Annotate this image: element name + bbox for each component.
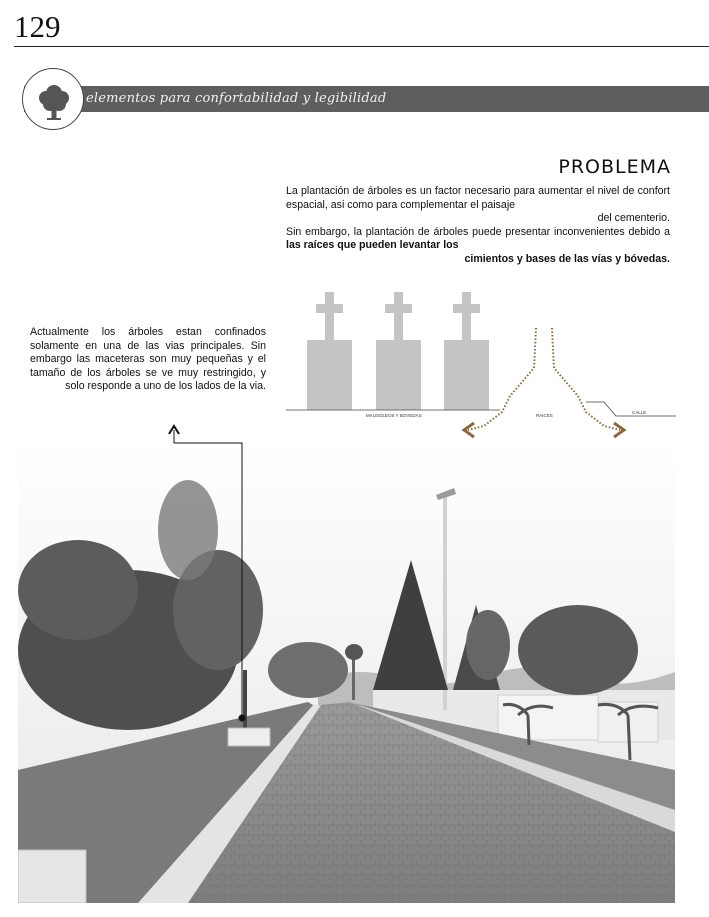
top-rule [14, 46, 709, 47]
problem-paragraph-2-end [286, 253, 670, 267]
problem-paragraph-2-bold: las raíces que pueden levantar los [286, 239, 459, 252]
problem-heading: PROBLEMA [558, 156, 671, 178]
page-number: 129 [14, 9, 61, 44]
problem-paragraph-1: La plantación de árboles es un factor necesario para aumentar el nivel de confort espacial, asi como para complementar el paisaje [286, 185, 670, 211]
section-title: elementos para confortabilidad y legibilidad [86, 91, 387, 106]
problem-paragraph-1-end: del cementerio. [597, 212, 670, 225]
roots-diagram [286, 288, 676, 448]
cemetery-path-photo [18, 440, 675, 903]
tomb-3 [444, 292, 489, 410]
side-note-text: Actualmente los árboles estan confinados solamente en una de las vias principales. Sin embargo las maceteras son muy pequeñas y el tamaño de los árboles se ve muy restringido, y solo responde a uno de los lados de la via. [30, 326, 266, 393]
tomb-2 [376, 292, 421, 410]
callout-dot [239, 715, 246, 722]
label-mausoleos: MAUSOLEOS Y BOVEDAS [366, 413, 422, 418]
street-line [586, 402, 676, 416]
label-raices: RAICES [536, 413, 553, 418]
tomb-1 [307, 292, 352, 410]
problem-paragraph-2-bold-end: cimientos y bases de las vías y bóvedas. [464, 252, 670, 265]
problem-text [286, 185, 670, 267]
callout-leader [160, 420, 260, 730]
problem-paragraph-2 [286, 226, 670, 253]
label-calle: CALLE [632, 410, 647, 415]
section-badge [22, 68, 84, 130]
tree-icon [23, 69, 85, 131]
problem-paragraph-2-text: Sin embargo, la plantación de árboles puede presentar inconvenientes debido a [286, 225, 670, 238]
root-right [552, 328, 620, 430]
